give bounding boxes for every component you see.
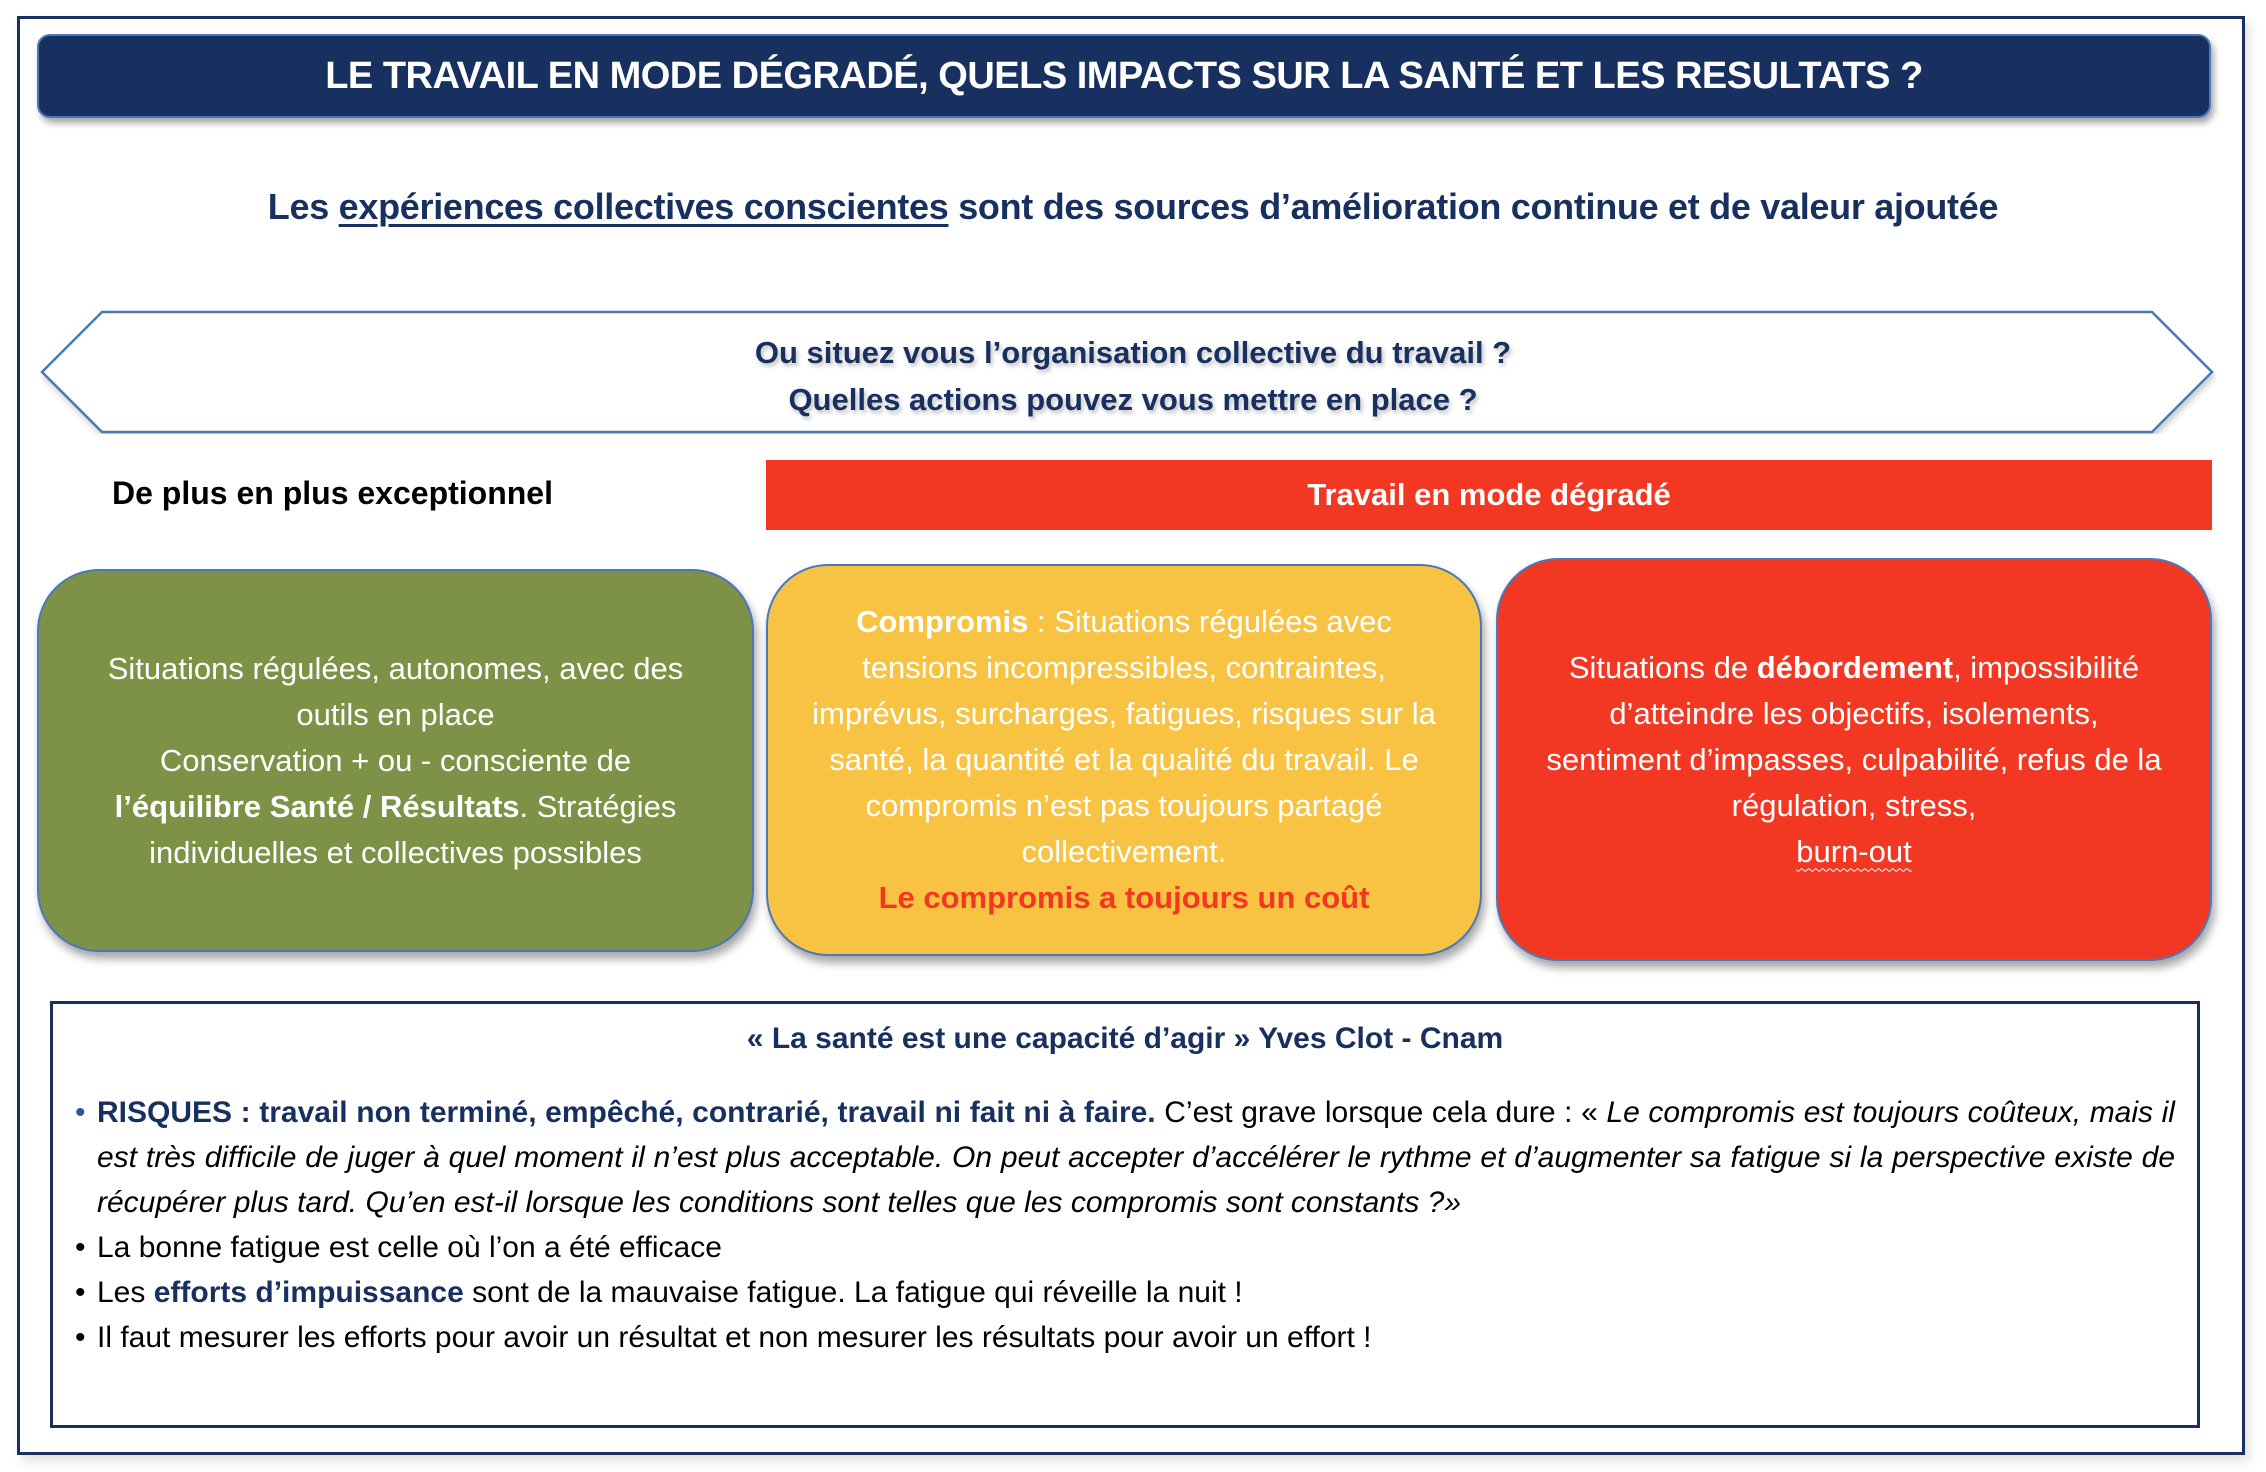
title-banner xyxy=(37,34,2211,118)
risks-bold: RISQUES : travail non terminé, empêché, contrarié, travail ni fait ni à faire. xyxy=(97,1096,1156,1129)
bullet-item-measure: • Il faut mesurer les efforts pour avoir un résultat et non mesurer les résultats pour avoir un effort ! xyxy=(75,1315,2175,1360)
degraded-mode-label: Travail en mode dégradé xyxy=(1307,477,1671,512)
risks-normal: C’est grave lorsque cela dure : « xyxy=(1155,1096,1607,1129)
question-1: Ou situez vous l’organisation collective du travail ? xyxy=(754,335,1512,370)
quote-title: « La santé est une capacité d’agir » Yves Clot - Cnam xyxy=(746,1022,1504,1055)
scale-left-label: De plus en plus exceptionnel xyxy=(112,475,553,511)
card-overflow-body: , impossibilité d’atteindre les objectifs, isolements, sentiment d’impasses, culpabilité, refus de la régulation, stress, xyxy=(1546,649,2162,823)
subtitle xyxy=(0,186,2266,228)
card-overflow-text xyxy=(1538,645,2170,875)
bullet-item-good-fatigue: • La bonne fatigue est celle où l’on a été efficace xyxy=(75,1225,2175,1270)
card-regulated xyxy=(37,569,754,952)
card-regulated-rest: . Stratégies individuelles et collectives possibles xyxy=(149,788,677,870)
card-compromise-bold: Compromis xyxy=(856,604,1029,639)
card-regulated-bold: l’équilibre Santé / Résultats xyxy=(114,788,520,824)
card-overflow-bold: débordement xyxy=(1756,649,1954,685)
card-compromise-text xyxy=(808,599,1440,921)
card-compromise-highlight: Le compromis a toujours un coût xyxy=(878,880,1370,915)
bullet-item-risks xyxy=(75,1090,2175,1225)
card-compromise-body: : Situations régulées avec tensions incompressibles, contraintes, imprévus, surcharges, fatigues, risques sur la santé, la quantité et la qualité du travail. Le compromis n’est pas toujours partagé collectivement. xyxy=(812,604,1436,869)
bullet-item-efforts xyxy=(75,1270,2175,1315)
card-compromise xyxy=(766,564,1482,956)
card-regulated-text xyxy=(79,646,712,876)
efforts-bold: efforts d’impuissance xyxy=(153,1276,464,1309)
quote-box xyxy=(50,1001,2200,1428)
efforts-prefix: Les xyxy=(97,1276,154,1309)
subtitle-emphasis: expériences collectives conscientes xyxy=(338,186,949,227)
degraded-mode-banner xyxy=(766,460,2212,530)
subtitle-suffix: sont des sources d’amélioration continue et de valeur ajoutée xyxy=(948,186,1999,227)
question-2: Quelles actions pouvez vous mettre en place ? xyxy=(788,382,1478,417)
arrow-questions xyxy=(0,329,2266,423)
card-regulated-line1: Situations régulées, autonomes, avec des outils en place xyxy=(107,650,684,732)
bullet-list xyxy=(75,1090,2175,1360)
card-overflow-last: burn-out xyxy=(1796,833,1912,869)
card-overflow-prefix: Situations de xyxy=(1568,649,1757,685)
card-regulated-line2: Conservation + ou - consciente de xyxy=(159,742,632,778)
efforts-suffix: sont de la mauvaise fatigue. La fatigue qui réveille la nuit ! xyxy=(463,1276,1243,1309)
card-overflow xyxy=(1496,558,2212,961)
risks-italic-quote: Le compromis est toujours coûteux, mais il est très difficile de juger à quel moment il n’est plus acceptable. On peut accepter d’accélérer le rythme et d’augmenter sa fatigue si la perspective existe de récupérer plus tard. Qu’en est-il lorsque les conditions sont telles que les compromis sont constants ?» xyxy=(97,1096,2175,1219)
page-title: LE TRAVAIL EN MODE DÉGRADÉ, QUELS IMPACTS SUR LA SANTÉ ET LES RESULTATS ? xyxy=(325,54,1923,97)
subtitle-prefix: Les xyxy=(267,186,339,227)
